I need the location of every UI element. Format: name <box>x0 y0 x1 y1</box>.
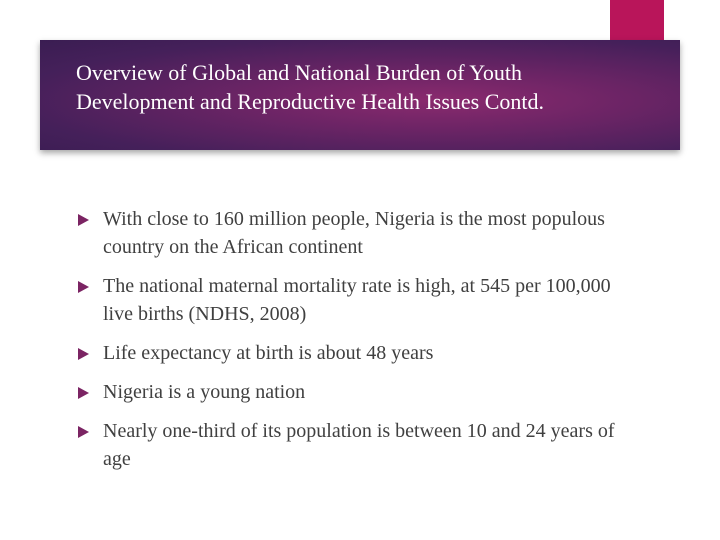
list-item <box>78 378 638 406</box>
list-item <box>78 339 638 367</box>
bullet-text: Nigeria is a young nation <box>103 381 306 403</box>
list-item <box>78 272 638 328</box>
triangle-right-icon <box>78 348 89 360</box>
bullet-text: The national maternal mortality rate is high, at 545 per 100,000 live births (NDHS, 2008) <box>103 275 611 325</box>
list-item <box>78 205 638 261</box>
triangle-right-icon <box>78 426 89 438</box>
list-item <box>78 417 638 473</box>
bullet-text: Nearly one-third of its population is between 10 and 24 years of age <box>103 420 615 470</box>
slide-title: Overview of Global and National Burden of Youth Development and Reproductive Health Issues Contd. <box>76 60 545 114</box>
triangle-right-icon <box>78 214 89 226</box>
bullet-list <box>78 205 638 484</box>
bullet-text: Life expectancy at birth is about 48 years <box>103 342 434 364</box>
triangle-right-icon <box>78 281 89 293</box>
triangle-right-icon <box>78 387 89 399</box>
bullet-text: With close to 160 million people, Nigeria is the most populous country on the African continent <box>103 208 605 258</box>
